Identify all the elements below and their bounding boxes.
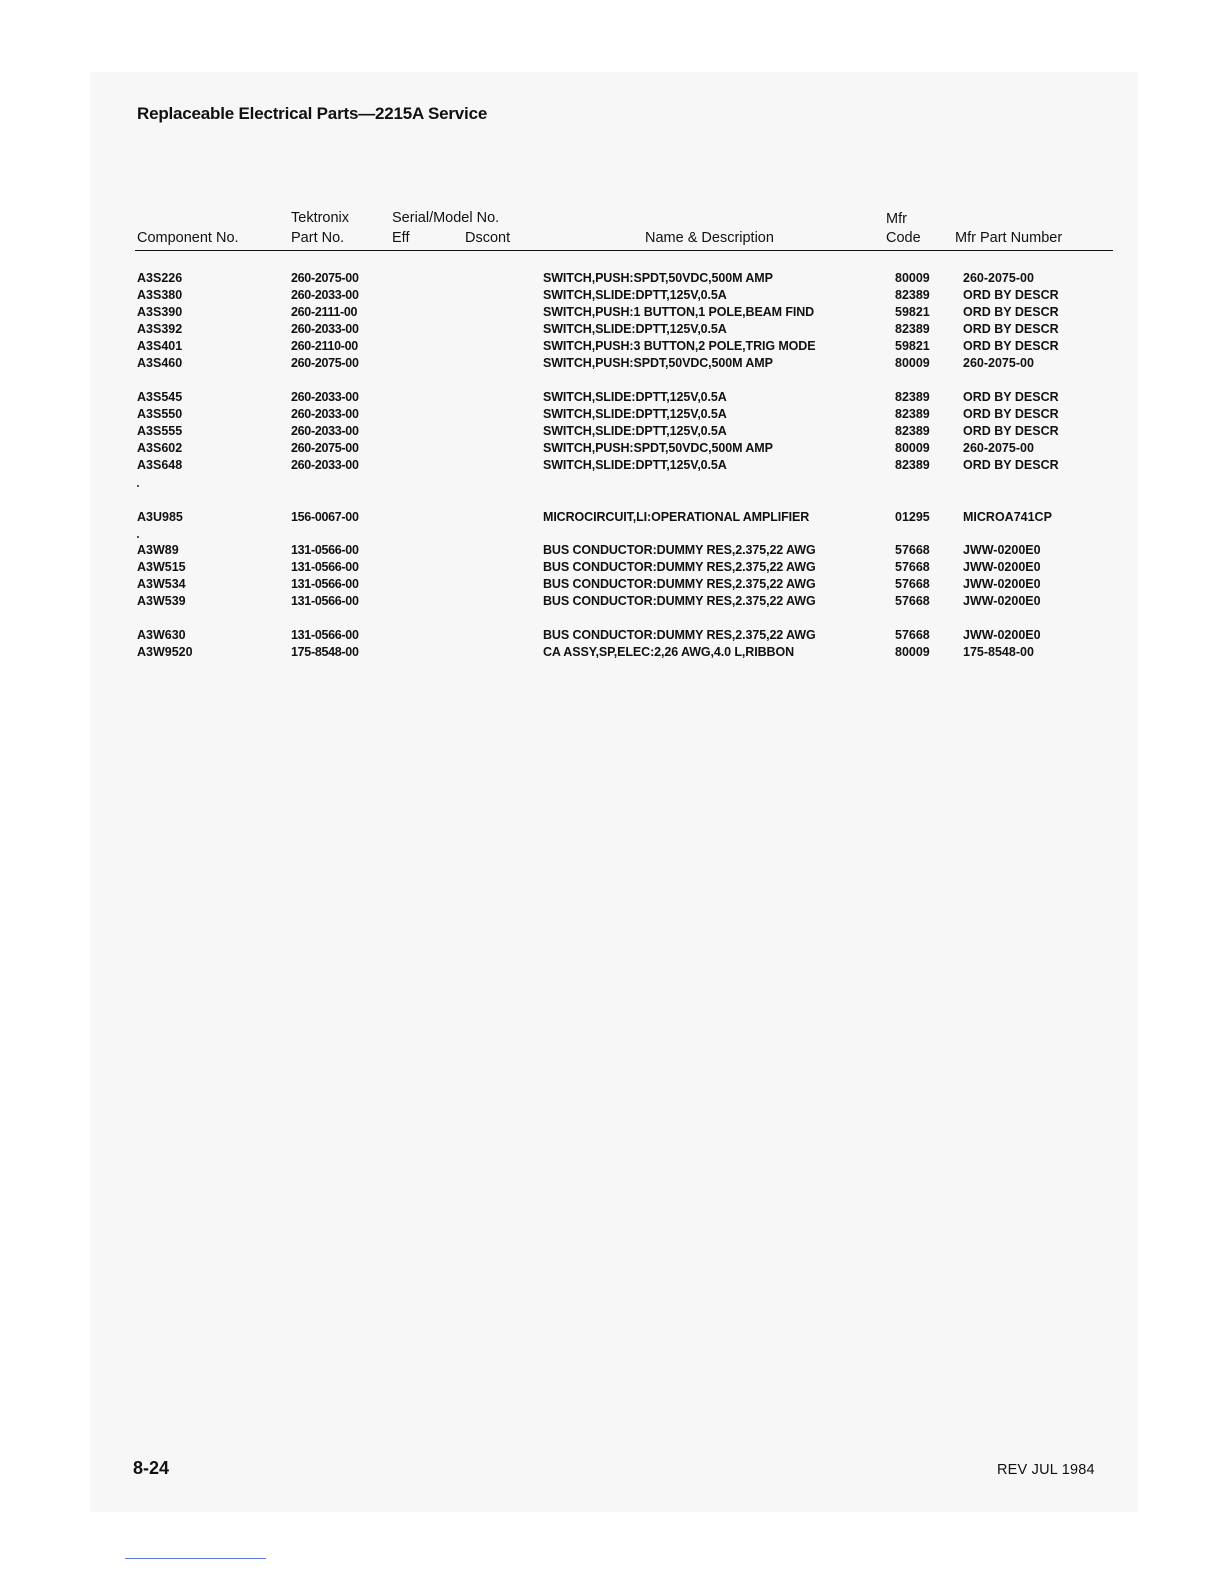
table-row — [0, 322, 1224, 339]
part-description: SWITCH,SLIDE:DPTT,125V,0.5A — [543, 424, 727, 438]
component-no: A3W630 — [137, 628, 186, 642]
tektronix-part-no: 260-2033-00 — [291, 322, 359, 336]
mfr-code: 82389 — [895, 407, 930, 421]
header-component-no: Component No. — [137, 230, 239, 246]
mfr-code: 80009 — [895, 441, 930, 455]
table-row — [0, 305, 1224, 322]
table-row — [0, 594, 1224, 611]
tektronix-part-no: 260-2110-00 — [291, 339, 358, 353]
tektronix-part-no: 260-2075-00 — [291, 271, 359, 285]
tektronix-part-no: 156-0067-00 — [291, 510, 359, 524]
table-row — [0, 441, 1224, 458]
mfr-code: 57668 — [895, 560, 930, 574]
tektronix-part-no: 260-2033-00 — [291, 458, 359, 472]
footer-underline — [125, 1558, 266, 1559]
part-description: SWITCH,SLIDE:DPTT,125V,0.5A — [543, 458, 727, 472]
component-no: A3W539 — [137, 594, 186, 608]
table-row — [0, 356, 1224, 373]
table-row — [0, 560, 1224, 577]
mfr-part-number: 260-2075-00 — [963, 356, 1034, 370]
separator-dot — [137, 536, 139, 538]
component-no: A3S392 — [137, 322, 183, 336]
mfr-code: 82389 — [895, 424, 930, 438]
component-no: A3S226 — [137, 271, 183, 285]
table-row — [0, 288, 1224, 305]
page-number: 8-24 — [133, 1458, 170, 1478]
table-row — [0, 424, 1224, 441]
tektronix-part-no: 260-2033-00 — [291, 288, 359, 302]
part-description: BUS CONDUCTOR:DUMMY RES,2.375,22 AWG — [543, 594, 816, 608]
mfr-part-number: JWW-0200E0 — [963, 543, 1041, 557]
mfr-part-number: 260-2075-00 — [963, 271, 1034, 285]
table-row — [0, 339, 1224, 356]
mfr-part-number: JWW-0200E0 — [963, 594, 1041, 608]
tektronix-part-no: 175-8548-00 — [291, 645, 359, 659]
mfr-code: 57668 — [895, 577, 930, 591]
mfr-code: 82389 — [895, 322, 930, 336]
component-no: A3S602 — [137, 441, 183, 455]
tektronix-part-no: 260-2111-00 — [291, 305, 358, 319]
header-rule — [135, 250, 1113, 251]
table-row — [0, 628, 1224, 645]
table-row — [0, 543, 1224, 560]
mfr-code: 80009 — [895, 271, 930, 285]
mfr-part-number: ORD BY DESCR — [963, 390, 1059, 404]
mfr-code: 80009 — [895, 356, 930, 370]
component-no: A3S390 — [137, 305, 183, 319]
component-no: A3S555 — [137, 424, 183, 438]
tektronix-part-no: 260-2033-00 — [291, 390, 359, 404]
component-no: A3U985 — [137, 510, 183, 524]
component-no: A3W9520 — [137, 645, 193, 659]
tektronix-part-no: 131-0566-00 — [291, 543, 359, 557]
tektronix-part-no: 260-2075-00 — [291, 356, 359, 370]
table-row — [0, 577, 1224, 594]
mfr-part-number: JWW-0200E0 — [963, 577, 1041, 591]
mfr-part-number: JWW-0200E0 — [963, 628, 1041, 642]
header-name-description: Name & Description — [645, 230, 774, 246]
separator-dot — [137, 485, 139, 487]
mfr-part-number: ORD BY DESCR — [963, 288, 1059, 302]
header-part-no: Part No. — [291, 230, 345, 246]
part-description: SWITCH,PUSH:1 BUTTON,1 POLE,BEAM FIND — [543, 305, 815, 319]
mfr-part-number: ORD BY DESCR — [963, 305, 1059, 319]
mfr-part-number: 260-2075-00 — [963, 441, 1034, 455]
component-no: A3W515 — [137, 560, 186, 574]
table-row — [0, 645, 1224, 662]
table-row — [0, 271, 1224, 288]
part-description: BUS CONDUCTOR:DUMMY RES,2.375,22 AWG — [543, 628, 816, 642]
mfr-part-number: 175-8548-00 — [963, 645, 1034, 659]
component-no: A3S545 — [137, 390, 183, 404]
component-no: A3S380 — [137, 288, 183, 302]
mfr-code: 59821 — [895, 305, 930, 319]
mfr-part-number: ORD BY DESCR — [963, 407, 1059, 421]
mfr-part-number: ORD BY DESCR — [963, 458, 1059, 472]
header-tektronix: Tektronix — [291, 210, 350, 226]
table-row — [0, 407, 1224, 424]
part-description: MICROCIRCUIT,LI:OPERATIONAL AMPLIFIER — [543, 510, 810, 524]
part-description: BUS CONDUCTOR:DUMMY RES,2.375,22 AWG — [543, 560, 816, 574]
mfr-code: 57668 — [895, 594, 930, 608]
tektronix-part-no: 260-2075-00 — [291, 441, 359, 455]
part-description: BUS CONDUCTOR:DUMMY RES,2.375,22 AWG — [543, 543, 816, 557]
header-dscont: Dscont — [465, 230, 511, 246]
mfr-part-number: ORD BY DESCR — [963, 339, 1059, 353]
part-description: CA ASSY,SP,ELEC:2,26 AWG,4.0 L,RIBBON — [543, 645, 794, 659]
component-no: A3S550 — [137, 407, 183, 421]
mfr-part-number: ORD BY DESCR — [963, 322, 1059, 336]
mfr-code: 59821 — [895, 339, 930, 353]
header-mfr-code: Code — [886, 230, 921, 246]
component-no: A3W89 — [137, 543, 179, 557]
part-description: SWITCH,PUSH:SPDT,50VDC,500M AMP — [543, 356, 773, 370]
component-no: A3S648 — [137, 458, 183, 472]
part-description: BUS CONDUCTOR:DUMMY RES,2.375,22 AWG — [543, 577, 816, 591]
header-serial-model: Serial/Model No. — [392, 210, 500, 226]
part-description: SWITCH,PUSH:3 BUTTON,2 POLE,TRIG MODE — [543, 339, 816, 353]
header-mfr-part-number: Mfr Part Number — [955, 230, 1063, 246]
component-no: A3S460 — [137, 356, 183, 370]
header-mfr: Mfr — [886, 211, 907, 227]
part-description: SWITCH,PUSH:SPDT,50VDC,500M AMP — [543, 441, 773, 455]
tektronix-part-no: 131-0566-00 — [291, 594, 359, 608]
mfr-code: 57668 — [895, 543, 930, 557]
part-description: SWITCH,SLIDE:DPTT,125V,0.5A — [543, 288, 727, 302]
part-description: SWITCH,SLIDE:DPTT,125V,0.5A — [543, 407, 727, 421]
component-no: A3S401 — [137, 339, 183, 353]
mfr-part-number: JWW-0200E0 — [963, 560, 1041, 574]
mfr-part-number: ORD BY DESCR — [963, 424, 1059, 438]
tektronix-part-no: 131-0566-00 — [291, 560, 359, 574]
mfr-code: 82389 — [895, 390, 930, 404]
part-description: SWITCH,PUSH:SPDT,50VDC,500M AMP — [543, 271, 773, 285]
mfr-code: 82389 — [895, 458, 930, 472]
mfr-code: 82389 — [895, 288, 930, 302]
tektronix-part-no: 260-2033-00 — [291, 424, 359, 438]
component-no: A3W534 — [137, 577, 186, 591]
tektronix-part-no: 131-0566-00 — [291, 577, 359, 591]
table-row — [0, 458, 1224, 475]
tektronix-part-no: 131-0566-00 — [291, 628, 359, 642]
page-title: Replaceable Electrical Parts—2215A Service — [137, 104, 488, 123]
mfr-part-number: MICROA741CP — [963, 510, 1052, 524]
part-description: SWITCH,SLIDE:DPTT,125V,0.5A — [543, 390, 727, 404]
header-eff: Eff — [392, 230, 410, 246]
mfr-code: 80009 — [895, 645, 930, 659]
tektronix-part-no: 260-2033-00 — [291, 407, 359, 421]
mfr-code: 01295 — [895, 510, 930, 524]
table-row — [0, 390, 1224, 407]
table-row — [0, 510, 1224, 527]
revision-date: REV JUL 1984 — [997, 1462, 1095, 1478]
part-description: SWITCH,SLIDE:DPTT,125V,0.5A — [543, 322, 727, 336]
mfr-code: 57668 — [895, 628, 930, 642]
